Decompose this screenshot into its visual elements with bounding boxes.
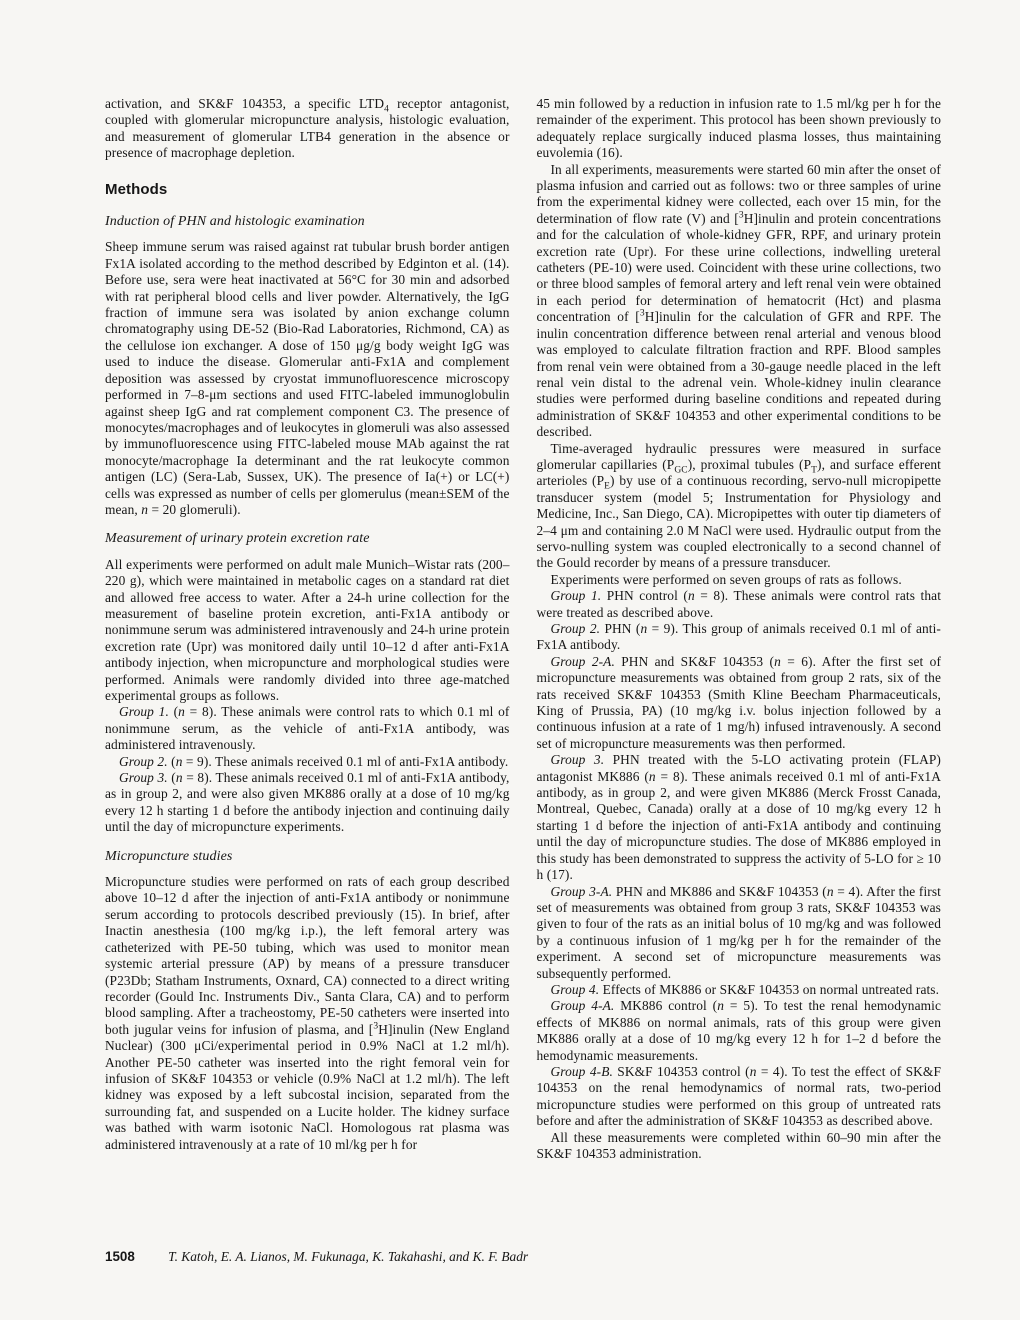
- paragraph-group-2: Group 2. PHN (n = 9). This group of animals received 0.1 ml of anti-Fx1A antibody.: [536, 621, 941, 653]
- paragraph-group-4: Group 4. Effects of MK886 or SK&F 104353 on normal untreated rats.: [550, 981, 940, 997]
- paragraph: Sheep immune serum was raised against rat tubular brush border antigen Fx1A isolated according to the method described by Edginton et al. (14). Before use, sera were heat inactivated at 56°C for 30 min and adsorbed with rat peripheral blood cells and liver powder. Alternatively, the IgG fraction of immune sera was isolated by anion exchange column chromatography using DE-52 (Bio-Rad Laboratories, Richmond, CA) as the cellulose ion exchanger. A dose of 150 μg/g body weight IgG was used to induce the disease. Glomerular anti-Fx1A and complement deposition was assessed by cryostat immunofluorescence microscopy performed in 7–8-μm sections and used FITC-labeled immunoglobulin against sheep IgG and rat complement component C3. The presence of monocytes/macrophages and of leukocytes in glomeruli was also assessed by immunofluorescence using FITC-labeled mouse MAb against the rat monocyte/macrophage Ia determinant and the rat leukocyte common antigen (LC) (Sera-Lab, Sussex, UK). The presence of Ia(+) or LC(+) cells was expressed as number of cells per glomerulus (mean±SEM of the mean, n = 20 glomeruli).: [105, 239, 510, 517]
- paragraph-group-1: Group 1. PHN control (n = 8). These animals were control rats that were treated as described above.: [536, 588, 942, 620]
- page-number: 1508: [105, 1249, 135, 1264]
- left-column: [105, 96, 510, 1162]
- paragraph: Micropuncture studies were performed on rats of each group described above 10–12 d after the injection of anti-Fx1A antibody or nonimmune serum according to protocols described previously (15). In brief, after Inactin anesthesia (100 mg/kg i.p.), the left femoral artery was catheterized with PE-50 tubing, which was used to monitor mean systemic arterial pressure (AP) by means of a pressure transducer (P23Db; Statham Instruments, Oxnard, CA) connected to a direct writing recorder (Gould Inc. Instruments Div., Santa Clara, CA) and to perform blood sampling. After a tracheostomy, PE-50 catheters were inserted into both jugular veins for infusion of plasma, and [$^3$H]inulin (New England Nuclear) (300 μCi/experimental period in 0.9% NaCl at 1.2 ml/h). Another PE-50 catheter was inserted into the right femoral vein for infusion of SK&F 104353 or vehicle (0.9% NaCl at 1.2 ml/h). The left kidney was exposed by a left subcostal incision, separated from the surrounding fat, and suspended on a Lucite holder. The kidney surface was bathed with warm isotonic NaCl. Homologous rat plasma was administered intravenously at a rate of 10 ml/kg per h for: [105, 874, 510, 1152]
- page-footer: [105, 1249, 941, 1265]
- running-authors: T. Katoh, E. A. Lianos, M. Fukunaga, K. Takahashi, and K. F. Badr: [168, 1249, 529, 1264]
- paragraph-group-2a: Group 2-A. PHN and SK&F 104353 (n = 6). After the first set of micropuncture measurements was obtained from group 2 rats, six of the rats received SK&F 104353 (Smith Kline Beecham Pharmaceuticals, King of Prussia, PA) (10 mg/kg i.v. bolus injection followed by a continuous infusion at a rate of 1 mg/h) infused intravenously. A second set of micropuncture measurements was then performed.: [536, 653, 942, 751]
- paragraph: Experiments were performed on seven groups of rats as follows.: [550, 571, 902, 587]
- right-column: [537, 96, 942, 1162]
- methods-heading: Methods: [105, 180, 168, 198]
- paragraph-group-4a: Group 4-A. MK886 control (n = 5). To test the renal hemodynamic effects of MK886 on normal animals, rats of this group were given MK886 orally at a dose of 10 mg/kg every 12 h for 1–2 d before the hemodynamic measurements.: [536, 998, 942, 1063]
- continuation-paragraph: activation, and SK&F 104353, a specific $LTD_4$ receptor antagonist, coupled with glomerular micropuncture analysis, histologic evaluation, and measurement of glomerular LTB4 generation in the absence or presence of macrophage depletion.: [105, 96, 510, 161]
- paragraph: All experiments were performed on adult male Munich–Wistar rats (200–220 g), which were maintained in metabolic cages on a standard rat diet and allowed free access to water. After a 24-h urine collection for the measurement of baseline protein excretion, anti-Fx1A antibody or nonimmune serum was administered intravenously and 24-h urine protein excretion rate (Upr) was monitored daily until 10–12 d after anti-Fx1A antibody injection, when micropuncture and morphological studies were performed. Animals were randomly divided into three age-matched experimental groups as follows.: [105, 556, 510, 703]
- paragraph: Time-averaged hydraulic pressures were measured in surface glomerular capillaries $(P_{GC})$, proximal tubules $(P_T)$, and surface efferent arterioles $(P_E)$ by use of a continuous recording, servo-null micropipette transducer system (model 5; Instrumentation for Physiology and Medicine, Inc., San Diego, CA). Micropipettes with outer tip diameters of 2–4 μm and containing 2.0 M NaCl were used. Hydraulic output from the servo-nulling system was coupled electronically to a second channel of the Gould recorder by means of a pressure transducer.: [536, 440, 941, 571]
- paragraph-group-4b: Group 4-B. SK&F 104353 control (n = 4). To test the effect of SK&F 104353 on the renal hemodynamics of normal rats, two-period micropuncture studies were performed on this group of untreated rats before and after the administration of SK&F 104353 as described above.: [536, 1063, 941, 1129]
- paragraph-group-3: Group 3. PHN treated with the 5-LO activating protein (FLAP) antagonist MK886 (n = 8). These animals received 0.1 ml of anti-Fx1A antibody, as in group 2, and were given MK886 (Merck Frosst Canada, Montreal, Quebec, Canada) orally at a dose of 10 mg/kg every 12 h starting 1 d before the injection of anti-Fx1A antibody and continuing until the day of micropuncture studies. The dose of MK886 employed in this study has been demonstrated to suppress the activity of 5-LO for ≥ 10 h (17).: [536, 752, 941, 883]
- subsection-heading-induction: Induction of PHN and histologic examination: [105, 214, 365, 230]
- paragraph-group-2: Group 2. (n = 9). These animals received 0.1 ml of anti-Fx1A antibody.: [119, 753, 509, 769]
- paragraph-group-1: Group 1. (n = 8). These animals were control rats to which 0.1 ml of nonimmune serum, as the vehicle of anti-Fx1A antibody, was administered intravenously.: [105, 704, 510, 753]
- paragraph: All these measurements were completed within 60–90 min after the SK&F 104353 administration.: [536, 1129, 941, 1161]
- two-column-body: [105, 96, 941, 1162]
- continuation-paragraph: 45 min followed by a reduction in infusion rate to 1.5 ml/kg per h for the remainder of the experiment. This protocol has been shown previously to adequately replace surgically induced plasma losses, thus maintaining euvolemia (16).: [536, 96, 941, 161]
- subsection-heading-urinary-protein: Measurement of urinary protein excretion rate: [105, 531, 370, 547]
- paragraph-group-3: Group 3. (n = 8). These animals received 0.1 ml of anti-Fx1A antibody, as in group 2, and were also given MK886 orally at a dose of 10 mg/kg every 12 h starting 1 d before the antibody injection and continuing daily until the day of micropuncture experiments.: [105, 770, 510, 835]
- paragraph: In all experiments, measurements were started 60 min after the onset of plasma infusion and carried out as follows: two or three samples of urine from the experimental kidney were collected, each over 15 min, for the determination of flow rate (V) and [$^3$H]inulin and protein concentrations and for the calculation of whole-kidney GFR, RPF, and urinary protein excretion rate (Upr). For these urine collections, indwelling ureteral catheters (PE-10) were used. Coincident with these urine collections, two or three blood samples of femoral artery and left renal vein were obtained in each period for determination of hematocrit (Hct) and plasma concentration of [$^3$H]inulin for the calculation of GFR and RPF. The inulin concentration difference between renal arterial and venous blood was employed to calculate filtration fraction and RPF. Blood samples from renal vein were obtained from a 30-gauge needle placed in the left renal vein distal to the adrenal vein. Whole-kidney inulin clearance studies were performed during baseline conditions and repeated during administration of SK&F 104353 and other experimental conditions to be described.: [536, 161, 942, 440]
- paragraph-group-3a: Group 3-A. PHN and MK886 and SK&F 104353 (n = 4). After the first set of measurements was obtained from group 3 rats, SK&F 104353 was given to four of the rats as an initial bolus of 10 mg/kg and was followed by a continuous infusion of 1 mg/kg per h for the remainder of the experiment. A second set of micropuncture measurements was subsequently performed.: [536, 883, 941, 981]
- subsection-heading-micropuncture: Micropuncture studies: [105, 848, 233, 864]
